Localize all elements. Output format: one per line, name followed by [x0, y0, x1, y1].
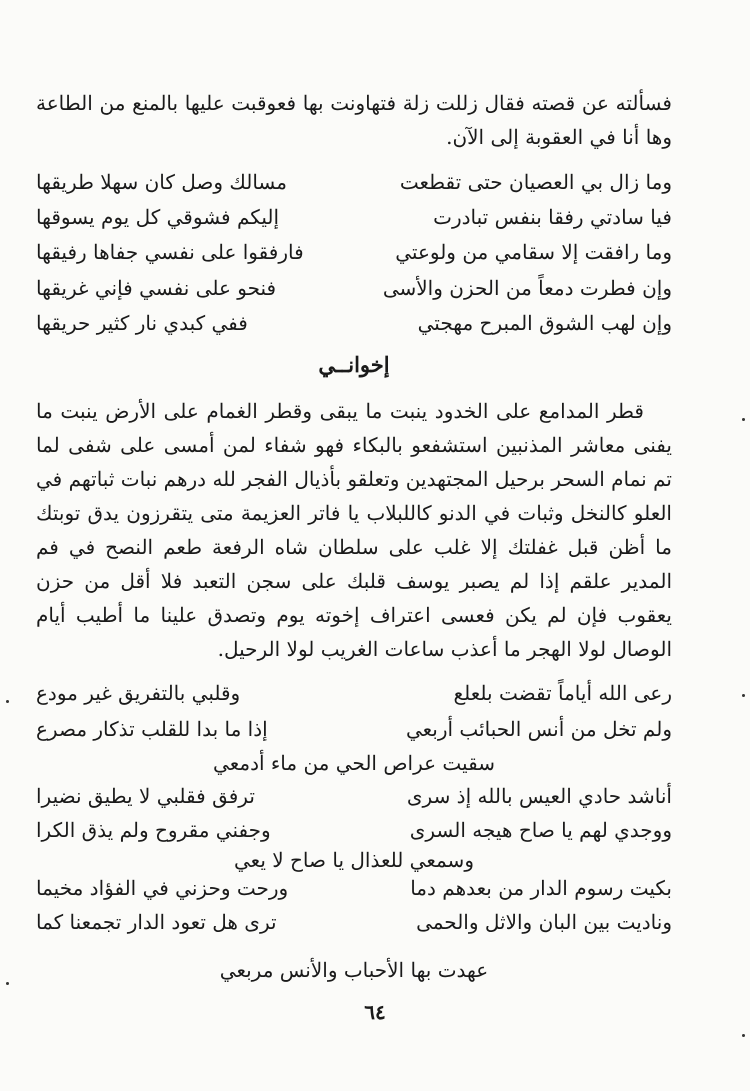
verse-first-hemistich: ووجدي لهم يا صاح هيجه السرى	[409, 818, 672, 842]
verse-refrain: وسمعي للعذال يا صاح لا يعي	[234, 848, 474, 872]
verse-line	[36, 170, 672, 204]
verse-line	[36, 205, 672, 239]
verse-first-hemistich: وما رافقت إلا سقامي من ولوعتي	[395, 240, 672, 264]
verse-second-hemistich: إذا ما بدا للقلب تذكار مصرع	[36, 717, 268, 741]
verse-first-hemistich: وناديت بين البان والاثل والحمى	[416, 910, 672, 934]
sermon-paragraph: قطر المدامع على الخدود ينبت ما يبقى وقطر الغمام على الأرض ينبت ما يفنى معاشر المذنبين استشفعو بالبكاء فهو شفاء لمن أمسى على شفى لما تم نمام السحر برحيل المجتهدين وتعلقو بأذيال الفجر لله درهم نبات ثباتهم في العلو كالنخل وثبات في الدنو كاللبلاب يا فاتر العزيمة متى يتقرزون يدق توبتك ما أظن قبل غفلتك إلا غلب على سلطان شاه الرفعة طعم النصح في فم المدير علقم إذا لم يصبر يوسف قلبك على سجن التعبد فلا أقل من حزن يعقوب فإن لم يكن فعسى اعتراف إخوته يوم وتصدق علينا ما أطيب أيام الوصال لولا الهجر ما أعذب ساعات الغريب لولا الرحيل.	[36, 399, 672, 661]
intro-paragraph: فسألته عن قصته فقال زللت زلة فتهاونت بها فعوقبت عليها بالمنع من الطاعة وها أنا في العقوبة إلى الآن.	[36, 91, 672, 149]
verse-line	[36, 311, 672, 345]
verse-second-hemistich: ترى هل تعود الدار تجمعنا كما	[36, 910, 277, 934]
section-heading: إخوانــي	[318, 352, 390, 377]
verse-second-hemistich: إليكم فشوقي كل يوم يسوقها	[36, 205, 279, 229]
verse-line	[36, 276, 672, 310]
verse-line	[36, 717, 672, 751]
verse-second-hemistich: ورحت وحزني في الفؤاد مخيما	[36, 876, 289, 900]
verse-line	[36, 876, 672, 910]
verse-first-hemistich: وإن لهب الشوق المبرح مهجتي	[417, 311, 672, 335]
verse-second-hemistich: وجفني مقروح ولم يذق الكرا	[36, 818, 271, 842]
verse-second-hemistich: مسالك وصل كان سهلا طريقها	[36, 170, 287, 194]
verse-second-hemistich: ففي كبدي نار كثير حريقها	[36, 311, 248, 335]
verse-line	[36, 784, 672, 818]
verse-first-hemistich: رعى الله أياماً تقضت بلعلع	[453, 681, 672, 705]
verse-first-hemistich: وإن فطرت دمعاً من الحزن والأسى	[382, 276, 672, 300]
verse-refrain: عهدت بها الأحباب والأنس مربعي	[219, 958, 489, 982]
verse-second-hemistich: فنحو على نفسي فإني غريقها	[36, 276, 277, 300]
verse-first-hemistich: ولم تخل من أنس الحبائب أربعي	[405, 717, 672, 741]
scan-speck	[742, 418, 745, 421]
verse-second-hemistich: فارفقوا على نفسي جفاها رفيقها	[36, 240, 304, 264]
verse-first-hemistich: بكيت رسوم الدار من بعدهم دما	[410, 876, 672, 900]
scan-speck	[6, 700, 9, 703]
verse-line	[36, 910, 672, 944]
scan-speck	[6, 982, 9, 985]
verse-second-hemistich: وقلبي بالتفريق غير مودع	[36, 681, 241, 705]
verse-line	[36, 681, 672, 715]
verse-first-hemistich: أناشد حادي العيس بالله إذ سرى	[406, 784, 672, 808]
scan-speck	[742, 694, 745, 697]
verse-line	[36, 818, 672, 852]
verse-first-hemistich: فيا سادتي رفقا بنفس تبادرت	[433, 205, 672, 229]
verse-first-hemistich: وما زال بي العصيان حتى تقطعت	[399, 170, 672, 194]
scan-speck	[742, 1034, 745, 1037]
verse-line	[36, 240, 672, 274]
verse-refrain: سقيت عراص الحي من ماء أدمعي	[213, 751, 495, 775]
page-number: ٦٤	[364, 1000, 386, 1024]
verse-second-hemistich: ترفق فقلبي لا يطيق نضيرا	[36, 784, 255, 808]
